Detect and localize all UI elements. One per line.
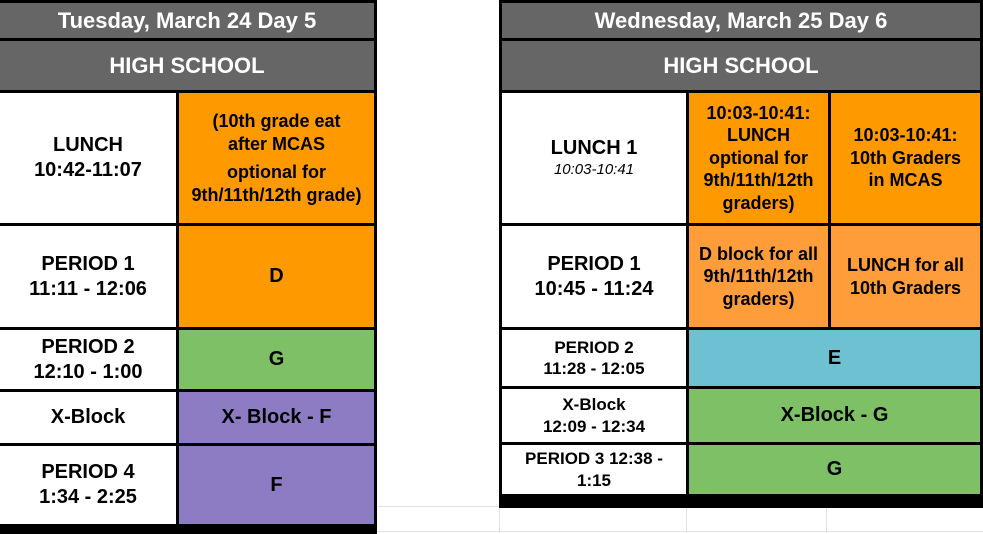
period-label: X-Block bbox=[50, 406, 126, 428]
block-note: LUNCH for all 10th Graders bbox=[847, 255, 964, 298]
tuesday-period1-block-cell bbox=[179, 226, 374, 327]
wednesday-section-header bbox=[502, 41, 980, 90]
block-name: F bbox=[270, 473, 283, 496]
wednesday-lunch1-optional-cell bbox=[689, 93, 828, 223]
tuesday-xblock-label-cell bbox=[0, 392, 176, 443]
block-name: E bbox=[827, 346, 842, 369]
lunch-note: optional for 9th/11th/12th grade) bbox=[191, 162, 362, 205]
wednesday-xblock-block-cell bbox=[689, 389, 980, 442]
period-time: 10:03-10:41 bbox=[553, 161, 635, 179]
period-time: 11:11 - 12:06 bbox=[29, 277, 147, 300]
period-label: PERIOD 4 bbox=[41, 461, 135, 483]
wednesday-period2-block-cell bbox=[689, 330, 980, 386]
wednesday-xblock-label-cell bbox=[502, 389, 686, 442]
period-time: 10:42-11:07 bbox=[34, 159, 142, 181]
wednesday-schedule-table bbox=[499, 0, 983, 508]
tuesday-period1-label-cell bbox=[0, 226, 176, 327]
tuesday-xblock-block-cell bbox=[179, 392, 374, 443]
day-header-text: Wednesday, March 25 Day 6 bbox=[594, 7, 888, 33]
tuesday-period2-block-cell bbox=[179, 330, 374, 389]
wednesday-period1-dblock-cell bbox=[689, 226, 828, 327]
block-name: D bbox=[269, 265, 284, 287]
tuesday-lunch-label-cell bbox=[0, 93, 176, 223]
section-header-text: HIGH SCHOOL bbox=[663, 52, 819, 78]
period-time: 10:45 - 11:24 bbox=[534, 277, 654, 300]
section-header-text: HIGH SCHOOL bbox=[109, 52, 265, 78]
wednesday-period2-label-cell bbox=[502, 330, 686, 386]
block-name: G bbox=[268, 348, 285, 370]
block-name: G bbox=[826, 458, 843, 480]
tuesday-section-header bbox=[0, 41, 374, 90]
wednesday-day-header bbox=[502, 3, 980, 38]
wednesday-period1-label-cell bbox=[502, 226, 686, 327]
tuesday-period4-label-cell bbox=[0, 446, 176, 524]
period-label: PERIOD 2 bbox=[554, 337, 634, 357]
block-name: X-Block - G bbox=[780, 404, 889, 426]
tuesday-period4-block-cell bbox=[179, 446, 374, 524]
lunch-note: 10:03-10:41: 10th Graders in MCAS bbox=[849, 125, 962, 191]
lunch-note: (10th grade eat after MCAS bbox=[212, 111, 341, 154]
period-time: 12:10 - 1:00 bbox=[33, 360, 143, 383]
block-name: X- Block - F bbox=[221, 406, 332, 428]
wednesday-period3-label-cell bbox=[502, 445, 686, 494]
period-time: 1:34 - 2:25 bbox=[39, 486, 137, 508]
period-time: 12:09 - 12:34 bbox=[542, 416, 646, 436]
period-label: PERIOD 1 bbox=[41, 252, 135, 275]
period-label: X-Block bbox=[562, 395, 626, 415]
wednesday-period3-block-cell bbox=[689, 445, 980, 494]
lunch-note: 10:03-10:41: LUNCH optional for 9th/11th/12th graders) bbox=[703, 102, 814, 213]
day-header-text: Tuesday, March 24 Day 5 bbox=[57, 7, 317, 33]
tuesday-schedule-table bbox=[0, 0, 377, 534]
tuesday-lunch-note-cell bbox=[179, 93, 374, 223]
period-label: PERIOD 1 bbox=[547, 252, 641, 275]
period-time: 11:28 - 12:05 bbox=[543, 359, 645, 378]
wednesday-period1-lunch-cell bbox=[831, 226, 980, 327]
tuesday-period2-label-cell bbox=[0, 330, 176, 389]
wednesday-lunch1-label-cell bbox=[502, 93, 686, 223]
block-note: D block for all 9th/11th/12th graders) bbox=[698, 243, 819, 309]
period-label: LUNCH 1 bbox=[550, 137, 638, 160]
period-label: PERIOD 3 12:38 - 1:15 bbox=[525, 449, 663, 490]
tuesday-day-header bbox=[0, 3, 374, 38]
wednesday-lunch1-mcas-cell bbox=[831, 93, 980, 223]
period-label: LUNCH bbox=[53, 134, 123, 156]
period-label: PERIOD 2 bbox=[41, 335, 135, 358]
